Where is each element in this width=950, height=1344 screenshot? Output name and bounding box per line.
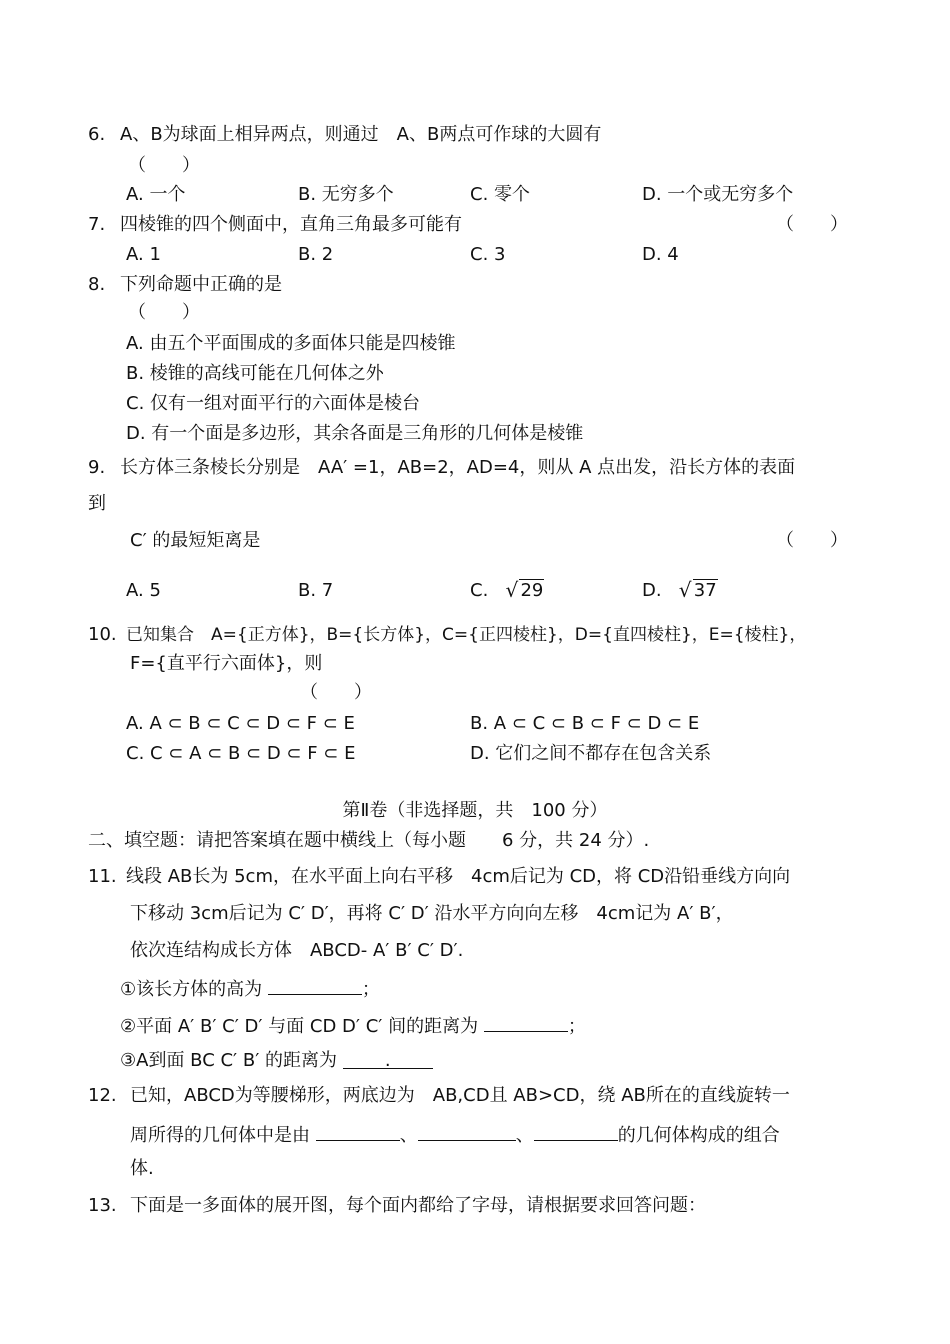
q9-option-d bbox=[642, 580, 718, 602]
q9-option-d-radicand: 37 bbox=[693, 580, 717, 601]
q11-sub2-text: ②平面 A′ B′ C′ D′ 与面 CD D′ C′ 间的距离为 bbox=[120, 1016, 479, 1037]
q10-number: 10. bbox=[88, 624, 117, 645]
q9-option-a: A. 5 bbox=[126, 580, 161, 601]
q11-sub1-end: ； bbox=[361, 979, 380, 1000]
q11-sub2-end: ； bbox=[567, 1016, 586, 1037]
q11-sub3-text: ③A到面 BC C′ B′ 的距离为 bbox=[120, 1050, 338, 1071]
q6-text: A、B为球面上相异两点，则通过 A、B两点可作球的大圆有 bbox=[120, 124, 602, 145]
q10-option-c: C. C ⊂ A ⊂ B ⊂ D ⊂ F ⊂ E bbox=[126, 743, 356, 764]
section2-instruction: 二、填空题：请把答案填在题中横线上（每小题 6 分，共 24 分）. bbox=[88, 830, 650, 851]
q12-line1: 已知，ABCD为等腰梯形，两底边为 AB,CD且 AB>CD，绕 AB所在的直线旋转一 bbox=[130, 1085, 790, 1106]
q11-sub1-blank[interactable] bbox=[268, 976, 362, 995]
q11-sub1 bbox=[120, 976, 380, 1001]
q6-option-a: A. 一个 bbox=[126, 184, 186, 205]
q12-blank-2[interactable] bbox=[418, 1122, 516, 1141]
q11-sub3 bbox=[120, 1050, 433, 1072]
q9-option-d-label: D. bbox=[642, 580, 662, 601]
q9-option-c-radicand: 29 bbox=[520, 580, 544, 601]
q9-option-b: B. 7 bbox=[298, 580, 334, 601]
q7-text: 四棱锥的四个侧面中，直角三角最多可能有 bbox=[120, 214, 462, 235]
q8-option-a: A. 由五个平面围成的多面体只能是四棱锥 bbox=[126, 333, 456, 354]
q11-sub3-dot: . bbox=[384, 1050, 391, 1071]
q11-line3: 依次连结构成长方体 ABCD- A′ B′ C′ D′. bbox=[130, 940, 464, 961]
q10-option-d: D. 它们之间不都存在包含关系 bbox=[470, 743, 712, 764]
q6-option-b: B. 无穷多个 bbox=[298, 184, 394, 205]
q12-separator: 、 bbox=[399, 1125, 418, 1146]
q11-sub1-text: ①该长方体的高为 bbox=[120, 979, 263, 1000]
q13-number: 13. bbox=[88, 1195, 117, 1216]
q11-line2: 下移动 3cm后记为 C′ D′，再将 C′ D′ 沿水平方向向左移 4cm记为 A′ B′， bbox=[130, 903, 734, 924]
q8-answer-paren: （ ） bbox=[128, 302, 200, 323]
q13-text: 下面是一多面体的展开图，每个面内都给了字母，请根据要求回答问题： bbox=[130, 1195, 706, 1216]
q11-line1: 线段 AB长为 5cm，在水平面上向右平移 4cm后记为 CD，将 CD沿铅垂线方向向 bbox=[126, 866, 791, 887]
q7-option-d: D. 4 bbox=[642, 244, 679, 265]
q12-line2-end: 的几何体构成的组合 bbox=[617, 1125, 780, 1146]
q12-separator: 、 bbox=[515, 1125, 534, 1146]
q7-option-c: C. 3 bbox=[470, 244, 506, 265]
section2-title: 第Ⅱ卷（非选择题，共 100 分） bbox=[342, 800, 608, 821]
q12-blank-3[interactable] bbox=[534, 1122, 618, 1141]
q6-number: 6. bbox=[88, 124, 106, 145]
q6-option-c: C. 零个 bbox=[470, 184, 531, 205]
q6-answer-paren: （ ） bbox=[128, 155, 200, 176]
q9-option-c-label: C. bbox=[470, 580, 489, 601]
q7-number: 7. bbox=[88, 214, 106, 235]
q8-number: 8. bbox=[88, 274, 106, 295]
q8-option-c: C. 仅有一组对面平行的六面体是棱台 bbox=[126, 393, 421, 414]
q7-option-b: B. 2 bbox=[298, 244, 334, 265]
q12-line2 bbox=[130, 1122, 780, 1147]
q8-option-b: B. 棱锥的高线可能在几何体之外 bbox=[126, 363, 384, 384]
q7-answer-paren: （ ） bbox=[776, 214, 848, 235]
sqrt-symbol: √ 29 bbox=[505, 578, 544, 602]
q9-text-continued: 到 bbox=[88, 493, 106, 514]
q8-option-d: D. 有一个面是多边形，其余各面是三角形的几何体是棱锥 bbox=[126, 423, 584, 444]
q9-option-c bbox=[470, 580, 544, 602]
q11-sub2-blank[interactable] bbox=[484, 1013, 568, 1032]
q7-option-a: A. 1 bbox=[126, 244, 161, 265]
q11-number: 11. bbox=[88, 866, 117, 887]
q12-line2-start: 周所得的几何体中是由 bbox=[130, 1125, 310, 1146]
sqrt-symbol: √ 37 bbox=[678, 578, 717, 602]
q12-blank-1[interactable] bbox=[316, 1122, 400, 1141]
q8-text: 下列命题中正确的是 bbox=[120, 274, 282, 295]
q10-option-b: B. A ⊂ C ⊂ B ⊂ F ⊂ D ⊂ E bbox=[470, 713, 700, 734]
q10-text: 已知集合 A={正方体}，B={长方体}，C={正四棱柱}，D={直四棱柱}，E={棱柱}， bbox=[126, 625, 807, 645]
q9-line2: C′ 的最短矩离是 bbox=[130, 530, 261, 551]
q10-line2: F={直平行六面体}，则 bbox=[130, 653, 323, 674]
q6-option-d: D. 一个或无穷多个 bbox=[642, 184, 794, 205]
q11-sub3-blank[interactable] bbox=[343, 1050, 433, 1069]
q12-number: 12. bbox=[88, 1085, 117, 1106]
q11-sub2 bbox=[120, 1013, 586, 1038]
q10-option-a: A. A ⊂ B ⊂ C ⊂ D ⊂ F ⊂ E bbox=[126, 713, 355, 734]
q9-number: 9. bbox=[88, 457, 106, 478]
q12-line3: 体. bbox=[130, 1158, 154, 1179]
q9-text: 长方体三条棱长分别是 AA′ =1，AB=2，AD=4，则从 A 点出发，沿长方体的表面 bbox=[120, 457, 796, 478]
q10-answer-paren: （ ） bbox=[300, 682, 372, 703]
q9-answer-paren: （ ） bbox=[776, 530, 848, 551]
